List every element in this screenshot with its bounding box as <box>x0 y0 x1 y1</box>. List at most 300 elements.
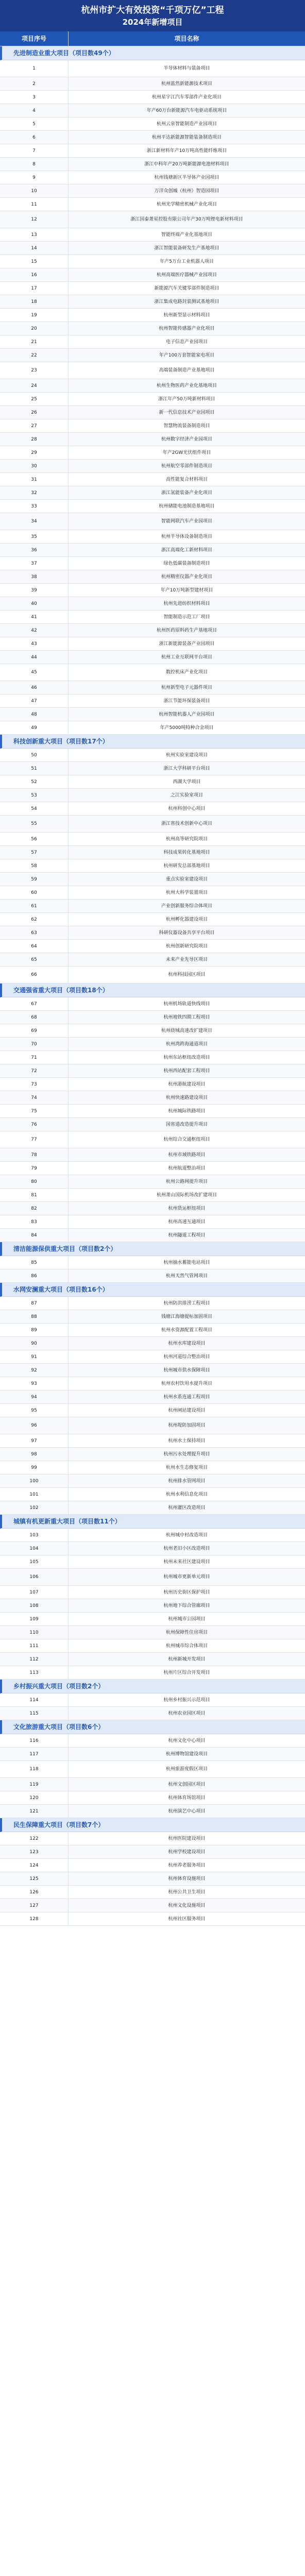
row-number: 120 <box>0 1791 69 1804</box>
table-row <box>0 816 305 833</box>
row-number: 12 <box>0 211 69 228</box>
row-number: 2 <box>0 77 69 90</box>
row-number: 117 <box>0 1748 69 1760</box>
row-project-name: 杭州博物馆建设项目 <box>165 1751 208 1757</box>
row-project-name: 杭州大科学装置项目 <box>165 890 208 895</box>
table-row <box>0 1542 305 1555</box>
row-project-name: 杭州港航建设项目 <box>168 1081 206 1087</box>
row-project-name: 杭州航空零部件制造项目 <box>161 463 212 469</box>
table-row <box>0 997 305 1011</box>
row-project-name: 杭州航道整治项目 <box>168 1165 206 1171</box>
row-project-name: 杭州抽水蓄能电站项目 <box>163 1260 210 1265</box>
table-row <box>0 242 305 255</box>
row-number: 99 <box>0 1461 69 1474</box>
table-row <box>0 446 305 460</box>
table-row <box>0 570 305 584</box>
row-project-name: 重点实验室建设项目 <box>165 876 208 882</box>
row-number: 104 <box>0 1542 69 1555</box>
row-project-name: 杭州城中村改造项目 <box>165 1532 208 1538</box>
row-project-name: 杭州新城开发项目 <box>168 1656 206 1662</box>
row-project-name: 杭州智能传感器产业化项目 <box>159 326 215 331</box>
row-number: 67 <box>0 997 69 1010</box>
table-row <box>0 228 305 242</box>
row-number: 25 <box>0 393 69 405</box>
row-number: 79 <box>0 1162 69 1175</box>
row-number: 54 <box>0 802 69 815</box>
table-row <box>0 1310 305 1324</box>
table-row <box>0 762 305 775</box>
table-row <box>0 1105 305 1118</box>
table-row <box>0 1162 305 1175</box>
table-row <box>0 1761 305 1778</box>
row-number: 118 <box>0 1761 69 1777</box>
table-row <box>0 184 305 198</box>
row-project-name: 杭州公共卫生项目 <box>168 1889 206 1895</box>
table-row <box>0 1613 305 1626</box>
row-project-name: 杭州高等研究院项目 <box>165 836 208 842</box>
row-project-name: 杭州片区综合开发项目 <box>163 1670 210 1675</box>
row-number: 126 <box>0 1886 69 1899</box>
row-project-name: 杭州公路网提升项目 <box>165 1179 208 1184</box>
row-project-name: 杭州创新研究院项目 <box>165 943 208 949</box>
table-row <box>0 637 305 651</box>
table-row <box>0 1734 305 1748</box>
row-number: 85 <box>0 1256 69 1269</box>
row-project-name: 杭州养老服务项目 <box>168 1862 206 1868</box>
table-row <box>0 721 305 735</box>
row-number: 63 <box>0 926 69 939</box>
row-project-name: 杭州乡村振兴示范项目 <box>163 1697 210 1703</box>
row-project-name: 杭州体育设施项目 <box>168 1876 206 1882</box>
row-number: 88 <box>0 1310 69 1323</box>
row-project-name: 杭州隧道工程项目 <box>168 1232 206 1238</box>
table-row <box>0 1529 305 1542</box>
row-project-name: 杭州精密仪器产业化项目 <box>161 574 212 580</box>
row-number: 109 <box>0 1613 69 1625</box>
row-project-name: 杭州医药原料药生产基地项目 <box>156 628 217 633</box>
section-header: 科技创新重大项目（项目数17个） <box>0 735 305 749</box>
table-row <box>0 859 305 873</box>
row-project-name: 杭州新型显示材料项目 <box>163 312 210 318</box>
row-number: 74 <box>0 1091 69 1104</box>
row-project-name: 杭州演艺中心项目 <box>168 1808 206 1814</box>
table-row <box>0 131 305 144</box>
table-row <box>0 1555 305 1569</box>
table-row <box>0 940 305 953</box>
table-row <box>0 926 305 940</box>
row-number: 42 <box>0 624 69 637</box>
table-row <box>0 1845 305 1859</box>
row-number: 7 <box>0 144 69 157</box>
row-number: 64 <box>0 940 69 953</box>
row-number: 37 <box>0 557 69 570</box>
table-row <box>0 460 305 473</box>
row-number: 114 <box>0 1693 69 1706</box>
section-rows <box>0 1256 305 1283</box>
row-project-name: 杭州云泉智能制造产业园项目 <box>156 121 217 127</box>
table-row <box>0 1391 305 1404</box>
table-row <box>0 1118 305 1131</box>
row-project-name: 杭州历史街区保护项目 <box>163 1589 210 1595</box>
row-project-name: 高端装备制造产业基地项目 <box>159 368 215 373</box>
table-row <box>0 544 305 557</box>
table-row <box>0 406 305 419</box>
row-number: 83 <box>0 1215 69 1228</box>
table-row <box>0 379 305 393</box>
table-row <box>0 144 305 158</box>
table-row <box>0 486 305 500</box>
row-project-name: 年产60万台新能源汽车电驱动系统项目 <box>146 108 227 113</box>
row-number: 87 <box>0 1297 69 1310</box>
table-row <box>0 611 305 624</box>
row-project-name: 年产10万吨新型建材项目 <box>160 587 213 593</box>
table-row <box>0 1078 305 1091</box>
row-project-name: 杭州储能电池制造基地项目 <box>159 503 215 509</box>
row-project-name: 新能源汽车关键零部件制造项目 <box>154 285 219 291</box>
section-rows <box>0 1832 305 1926</box>
row-project-name: 杭州智能机器人产业园项目 <box>159 711 215 717</box>
table-row <box>0 255 305 268</box>
row-number: 14 <box>0 242 69 255</box>
row-project-name: 西湖大学项目 <box>173 779 201 785</box>
table-row <box>0 1912 305 1926</box>
row-number: 107 <box>0 1586 69 1599</box>
row-number: 44 <box>0 651 69 664</box>
row-project-name: 杭州货运枢纽项目 <box>168 1206 206 1211</box>
table-header <box>0 31 305 46</box>
row-project-name: 浙江氢能装备产业化项目 <box>161 490 212 496</box>
row-project-name: 浙江高端化工新材料项目 <box>161 547 212 553</box>
table-row <box>0 1707 305 1720</box>
row-number: 49 <box>0 721 69 734</box>
table-row <box>0 1488 305 1501</box>
row-number: 53 <box>0 789 69 802</box>
row-number: 98 <box>0 1448 69 1461</box>
row-number: 21 <box>0 335 69 348</box>
row-project-name: 杭州萧山国际机场改扩建项目 <box>156 1192 217 1198</box>
row-number: 26 <box>0 406 69 419</box>
table-row <box>0 1639 305 1653</box>
table-row <box>0 833 305 846</box>
table-row <box>0 362 305 379</box>
table-row <box>0 1832 305 1845</box>
table-row <box>0 913 305 926</box>
table-row <box>0 1175 305 1189</box>
row-project-name: 杭州保障性住房项目 <box>165 1630 208 1635</box>
table-row <box>0 1229 305 1242</box>
section-rows <box>0 997 305 1242</box>
row-project-name: 杭州西站配套工程项目 <box>163 1068 210 1074</box>
row-project-name: 杭州水系连通工程项目 <box>163 1394 210 1400</box>
row-project-name: 杭州数字经济产业园项目 <box>161 436 212 442</box>
row-project-name: 杭州蓝然新能源技术项目 <box>161 81 212 87</box>
page-subtitle: 2024年新增项目 <box>122 18 183 27</box>
table-row <box>0 91 305 104</box>
row-number: 111 <box>0 1639 69 1652</box>
row-project-name: 高性能复合材料项目 <box>165 477 208 482</box>
table-row <box>0 1038 305 1051</box>
row-number: 125 <box>0 1872 69 1885</box>
table-row <box>0 1256 305 1269</box>
table-row <box>0 775 305 789</box>
row-project-name: 产业创新服务综合体项目 <box>161 903 212 909</box>
row-project-name: 杭州闸站建设项目 <box>168 1408 206 1413</box>
row-project-name: 杭州平达新能源智能装备制造项目 <box>151 134 222 140</box>
table-row <box>0 1131 305 1148</box>
table-row <box>0 802 305 816</box>
row-project-name: 浙江节能环保装备项目 <box>163 698 210 704</box>
table-row <box>0 873 305 886</box>
row-project-name: 杭州机场轨道快线项目 <box>163 1001 210 1007</box>
table-row <box>0 1148 305 1162</box>
row-number: 84 <box>0 1229 69 1242</box>
row-number: 121 <box>0 1805 69 1818</box>
table-row <box>0 597 305 611</box>
row-project-name: 浙江国泰萧星控股有限公司年产30万吨锂电新材料项目 <box>130 217 243 222</box>
row-number: 23 <box>0 362 69 379</box>
row-number: 112 <box>0 1653 69 1666</box>
row-project-name: 科研仪器设备共享平台项目 <box>159 930 215 936</box>
row-number: 15 <box>0 255 69 268</box>
row-number: 122 <box>0 1832 69 1845</box>
row-number: 1 <box>0 60 69 77</box>
table-row <box>0 1297 305 1310</box>
page-title: 杭州市扩大有效投资“千项万亿”工程 <box>81 5 224 15</box>
table-row <box>0 1886 305 1899</box>
row-project-name: 智能终端产业化基地项目 <box>161 232 212 238</box>
row-project-name: 新一代信息技术产业园项目 <box>159 410 215 415</box>
row-number: 123 <box>0 1845 69 1858</box>
row-project-name: 杭州湾跨海通道项目 <box>165 1041 208 1047</box>
row-project-name: 杭州城市综合体项目 <box>165 1643 208 1649</box>
row-number: 59 <box>0 873 69 886</box>
row-project-name: 年产2GW光伏组件项目 <box>162 450 211 455</box>
row-number: 20 <box>0 322 69 335</box>
row-project-name: 智慧物流装备制造项目 <box>163 423 210 429</box>
row-project-name: 杭州堤防加固项目 <box>168 1423 206 1428</box>
row-project-name: 万洋众创城（杭州）智造园项目 <box>154 188 219 194</box>
row-project-name: 智能制造示范工厂项目 <box>163 614 210 620</box>
row-number: 75 <box>0 1105 69 1117</box>
table-row <box>0 433 305 446</box>
table-row <box>0 1569 305 1586</box>
row-project-name: 杭州生物医药产业化基地项目 <box>156 383 217 388</box>
table-row <box>0 295 305 309</box>
row-number: 61 <box>0 900 69 912</box>
table-row <box>0 282 305 295</box>
row-project-name: 杭州快速路建设项目 <box>165 1095 208 1100</box>
table-row <box>0 1091 305 1105</box>
section-header: 先进制造业重大项目（项目数49个） <box>0 46 305 60</box>
row-number: 116 <box>0 1734 69 1747</box>
row-number: 16 <box>0 268 69 281</box>
row-project-name: 年产100万套智能家电项目 <box>159 352 215 358</box>
table-row <box>0 335 305 349</box>
row-number: 128 <box>0 1912 69 1925</box>
row-project-name: 杭州文化设施项目 <box>168 1903 206 1908</box>
row-number: 48 <box>0 708 69 721</box>
table-row <box>0 1475 305 1488</box>
section-rows <box>0 1297 305 1515</box>
table-row <box>0 1693 305 1707</box>
table-row <box>0 1064 305 1078</box>
row-project-name: 杭州文创园区项目 <box>168 1782 206 1787</box>
row-number: 22 <box>0 349 69 362</box>
row-number: 34 <box>0 513 69 530</box>
row-number: 81 <box>0 1189 69 1201</box>
table-row <box>0 1748 305 1761</box>
section-header: 文化旅游重大项目（项目数6个） <box>0 1720 305 1734</box>
row-project-name: 杭州水生态修复项目 <box>165 1465 208 1470</box>
row-number: 72 <box>0 1064 69 1077</box>
row-number: 70 <box>0 1038 69 1050</box>
row-project-name: 杭州水库建设项目 <box>168 1341 206 1346</box>
row-project-name: 杭州水资源配置工程项目 <box>161 1327 212 1333</box>
row-number: 113 <box>0 1666 69 1679</box>
table-row <box>0 1448 305 1461</box>
row-number: 45 <box>0 664 69 681</box>
table-row <box>0 393 305 406</box>
row-number: 50 <box>0 749 69 761</box>
row-number: 105 <box>0 1555 69 1568</box>
row-project-name: 浙江年产50万吨新材料项目 <box>158 396 215 402</box>
table-row <box>0 268 305 282</box>
table-row <box>0 171 305 184</box>
table-body <box>0 46 305 1926</box>
row-project-name: 数控机床产业化项目 <box>165 670 208 675</box>
table-row <box>0 1666 305 1680</box>
section-rows <box>0 1693 305 1720</box>
row-number: 57 <box>0 846 69 859</box>
table-row <box>0 77 305 91</box>
row-project-name: 杭州星宇江汽车零部件产业化项目 <box>151 94 222 100</box>
row-number: 6 <box>0 131 69 144</box>
row-number: 56 <box>0 833 69 845</box>
row-number: 90 <box>0 1337 69 1350</box>
row-number: 27 <box>0 419 69 432</box>
row-number: 62 <box>0 913 69 926</box>
row-number: 124 <box>0 1859 69 1872</box>
table-row <box>0 1778 305 1791</box>
row-project-name: 半导体材料与装备项目 <box>163 66 210 71</box>
row-number: 39 <box>0 584 69 597</box>
row-number: 28 <box>0 433 69 446</box>
row-number: 52 <box>0 775 69 788</box>
row-number: 91 <box>0 1350 69 1363</box>
row-number: 102 <box>0 1501 69 1514</box>
table-row <box>0 1269 305 1283</box>
row-number: 82 <box>0 1202 69 1215</box>
table-row <box>0 1215 305 1229</box>
row-number: 47 <box>0 694 69 707</box>
row-number: 106 <box>0 1569 69 1585</box>
row-number: 94 <box>0 1391 69 1403</box>
row-number: 29 <box>0 446 69 459</box>
row-number: 101 <box>0 1488 69 1501</box>
table-row <box>0 1859 305 1872</box>
section-header: 民生保障重大项目（项目数7个） <box>0 1818 305 1832</box>
table-row <box>0 1653 305 1666</box>
table-row <box>0 419 305 433</box>
row-number: 103 <box>0 1529 69 1541</box>
section-header: 清洁能源保供重大项目（项目数2个） <box>0 1242 305 1256</box>
row-number: 58 <box>0 859 69 872</box>
row-number: 71 <box>0 1051 69 1064</box>
table-row <box>0 158 305 171</box>
row-number: 76 <box>0 1118 69 1131</box>
section-header: 水网安澜重大项目（项目数16个） <box>0 1283 305 1297</box>
row-project-name: 杭州市域铁路项目 <box>168 1152 206 1158</box>
row-number: 100 <box>0 1475 69 1487</box>
row-project-name: 杭州防洪排涝工程项目 <box>163 1300 210 1306</box>
row-project-name: 杭州先进纺织材料项目 <box>163 601 210 606</box>
row-project-name: 杭州高速互通项目 <box>168 1219 206 1225</box>
row-number: 8 <box>0 158 69 171</box>
row-number: 108 <box>0 1599 69 1612</box>
row-project-name: 杭州实验室建设项目 <box>165 752 208 758</box>
table-row <box>0 473 305 486</box>
row-project-name: 杭州学校建设项目 <box>168 1849 206 1855</box>
row-number: 43 <box>0 637 69 650</box>
row-project-name: 浙江新材料年产10万吨高性能纤维项目 <box>146 148 227 154</box>
row-project-name: 绿色低碳装备制造项目 <box>163 561 210 566</box>
row-project-name: 之江实验室项目 <box>170 792 203 798</box>
row-number: 19 <box>0 309 69 321</box>
row-project-name: 浙江集成电路封装测试基地项目 <box>154 299 219 304</box>
table-row <box>0 309 305 322</box>
row-number: 96 <box>0 1417 69 1434</box>
table-row <box>0 624 305 637</box>
row-number: 93 <box>0 1377 69 1390</box>
table-row <box>0 789 305 802</box>
table-row <box>0 1051 305 1064</box>
row-number: 10 <box>0 184 69 197</box>
section-header: 城镇有机更新重大项目（项目数11个） <box>0 1515 305 1529</box>
row-number: 4 <box>0 104 69 117</box>
table-row <box>0 1586 305 1599</box>
table-row <box>0 557 305 570</box>
row-number: 18 <box>0 295 69 308</box>
row-project-name: 杭州地铁四期工程项目 <box>163 1014 210 1020</box>
row-project-name: 杭州排水管网项目 <box>168 1478 206 1484</box>
section-header: 交通强省重大项目（项目数18个） <box>0 984 305 997</box>
row-project-name: 杭州社区服务项目 <box>168 1916 206 1922</box>
row-project-name: 电子信息产业园项目 <box>165 339 208 345</box>
row-project-name: 杭州城际铁路项目 <box>168 1108 206 1114</box>
row-project-name: 杭州老旧小区改造项目 <box>163 1546 210 1551</box>
table-row <box>0 500 305 513</box>
row-project-name: 杭州医院建设项目 <box>168 1836 206 1841</box>
row-project-name: 杭州新型电子元器件项目 <box>161 685 212 690</box>
row-number: 32 <box>0 486 69 499</box>
table-row <box>0 211 305 228</box>
table-row <box>0 1599 305 1613</box>
table-row <box>0 1189 305 1202</box>
row-project-name: 杭州农业园区项目 <box>168 1710 206 1716</box>
column-header-number: 项目序号 <box>0 31 69 46</box>
table-row <box>0 1024 305 1038</box>
row-number: 77 <box>0 1131 69 1148</box>
row-number: 110 <box>0 1626 69 1639</box>
row-project-name: 杭州农村饮用水提升项目 <box>161 1381 212 1386</box>
row-number: 3 <box>0 91 69 104</box>
table-row <box>0 513 305 530</box>
row-project-name: 杭州研发总部基地项目 <box>163 863 210 869</box>
row-number: 115 <box>0 1707 69 1720</box>
row-number: 24 <box>0 379 69 392</box>
table-row <box>0 1461 305 1475</box>
table-row <box>0 749 305 762</box>
